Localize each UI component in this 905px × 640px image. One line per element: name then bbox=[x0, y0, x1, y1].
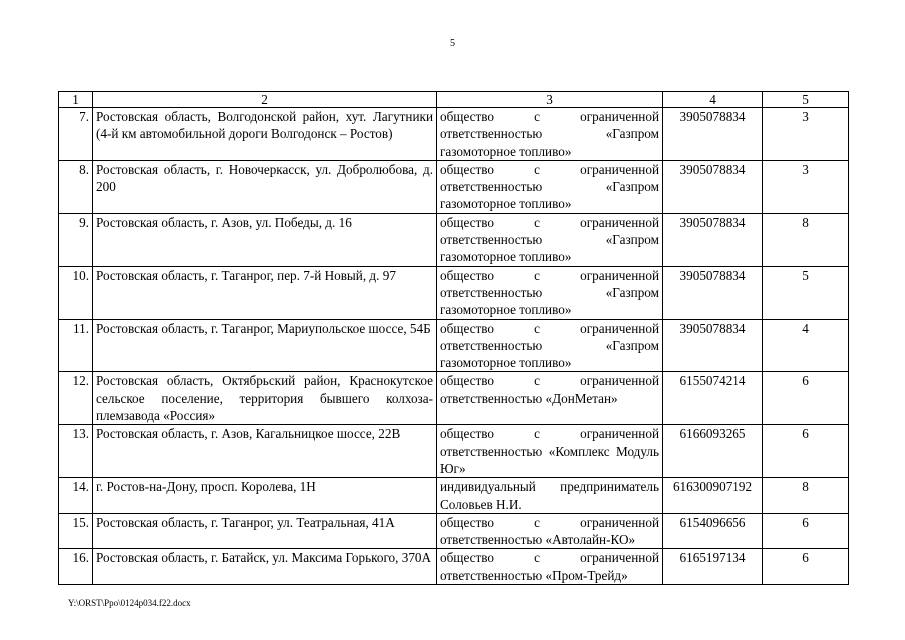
inn-cell: 3905078834 bbox=[663, 108, 763, 161]
table-row bbox=[59, 513, 849, 549]
header-cell-3: 3 bbox=[437, 92, 663, 108]
table-row bbox=[59, 425, 849, 478]
address-cell: Ростовская область, Волгодонской район, хут. Лагутники (4-й км автомобильной дороги Волгодонск – Ростов) bbox=[93, 108, 437, 161]
row-number-cell: 8. bbox=[59, 160, 93, 213]
page-number: 5 bbox=[450, 38, 455, 49]
table-row bbox=[59, 549, 849, 585]
table-row bbox=[59, 319, 849, 372]
row-number-cell: 7. bbox=[59, 108, 93, 161]
header-cell-4: 4 bbox=[663, 92, 763, 108]
organization-cell: общество с ограниченной ответственностью «Комплекс Модуль Юг» bbox=[437, 425, 663, 478]
address-cell: Ростовская область, г. Азов, ул. Победы, д. 16 bbox=[93, 213, 437, 266]
row-number-cell: 16. bbox=[59, 549, 93, 585]
table-row bbox=[59, 372, 849, 425]
organization-cell: общество с ограниченной ответственностью «Газпром газомоторное топливо» bbox=[437, 266, 663, 319]
count-cell: 6 bbox=[763, 549, 849, 585]
count-cell: 8 bbox=[763, 478, 849, 514]
row-number-cell: 9. bbox=[59, 213, 93, 266]
count-cell: 6 bbox=[763, 513, 849, 549]
organization-cell: общество с ограниченной ответственностью «Газпром газомоторное топливо» bbox=[437, 319, 663, 372]
address-cell: Ростовская область, г. Таганрог, Мариупольское шоссе, 54Б bbox=[93, 319, 437, 372]
count-cell: 4 bbox=[763, 319, 849, 372]
table-row bbox=[59, 108, 849, 161]
inn-cell: 6165197134 bbox=[663, 549, 763, 585]
inn-cell: 6166093265 bbox=[663, 425, 763, 478]
address-cell: Ростовская область, г. Таганрог, ул. Театральная, 41А bbox=[93, 513, 437, 549]
address-cell: Ростовская область, г. Таганрог, пер. 7-й Новый, д. 97 bbox=[93, 266, 437, 319]
organization-cell: индивидуальный предприниматель Соловьев Н.И. bbox=[437, 478, 663, 514]
table-row bbox=[59, 266, 849, 319]
organization-cell: общество с ограниченной ответственностью «ДонМетан» bbox=[437, 372, 663, 425]
footer-file-path: Y:\ORST\Ppo\0124p034.f22.docx bbox=[68, 598, 191, 608]
address-cell: г. Ростов-на-Дону, просп. Королева, 1Н bbox=[93, 478, 437, 514]
table-row bbox=[59, 478, 849, 514]
count-cell: 6 bbox=[763, 372, 849, 425]
organization-cell: общество с ограниченной ответственностью «Газпром газомоторное топливо» bbox=[437, 108, 663, 161]
count-cell: 6 bbox=[763, 425, 849, 478]
organization-cell: общество с ограниченной ответственностью «Автолайн-КО» bbox=[437, 513, 663, 549]
inn-cell: 3905078834 bbox=[663, 160, 763, 213]
address-cell: Ростовская область, г. Азов, Кагальницкое шоссе, 22В bbox=[93, 425, 437, 478]
registry-table bbox=[58, 91, 849, 585]
organization-cell: общество с ограниченной ответственностью «Пром-Трейд» bbox=[437, 549, 663, 585]
inn-cell: 3905078834 bbox=[663, 319, 763, 372]
inn-cell: 6155074214 bbox=[663, 372, 763, 425]
row-number-cell: 15. bbox=[59, 513, 93, 549]
header-cell-1: 1 bbox=[59, 92, 93, 108]
address-cell: Ростовская область, г. Батайск, ул. Максима Горького, 370А bbox=[93, 549, 437, 585]
inn-cell: 616300907192 bbox=[663, 478, 763, 514]
table-row bbox=[59, 213, 849, 266]
table-header-row bbox=[59, 92, 849, 108]
inn-cell: 3905078834 bbox=[663, 266, 763, 319]
row-number-cell: 13. bbox=[59, 425, 93, 478]
header-cell-2: 2 bbox=[93, 92, 437, 108]
count-cell: 3 bbox=[763, 160, 849, 213]
address-cell: Ростовская область, г. Новочеркасск, ул. Добролюбова, д. 200 bbox=[93, 160, 437, 213]
organization-cell: общество с ограниченной ответственностью «Газпром газомоторное топливо» bbox=[437, 213, 663, 266]
count-cell: 3 bbox=[763, 108, 849, 161]
count-cell: 8 bbox=[763, 213, 849, 266]
row-number-cell: 11. bbox=[59, 319, 93, 372]
address-cell: Ростовская область, Октябрьский район, Краснокутское сельское поселение, территория бывшего колхоза-племзавода «Россия» bbox=[93, 372, 437, 425]
count-cell: 5 bbox=[763, 266, 849, 319]
header-cell-5: 5 bbox=[763, 92, 849, 108]
organization-cell: общество с ограниченной ответственностью «Газпром газомоторное топливо» bbox=[437, 160, 663, 213]
row-number-cell: 12. bbox=[59, 372, 93, 425]
row-number-cell: 10. bbox=[59, 266, 93, 319]
inn-cell: 6154096656 bbox=[663, 513, 763, 549]
row-number-cell: 14. bbox=[59, 478, 93, 514]
inn-cell: 3905078834 bbox=[663, 213, 763, 266]
table-row bbox=[59, 160, 849, 213]
